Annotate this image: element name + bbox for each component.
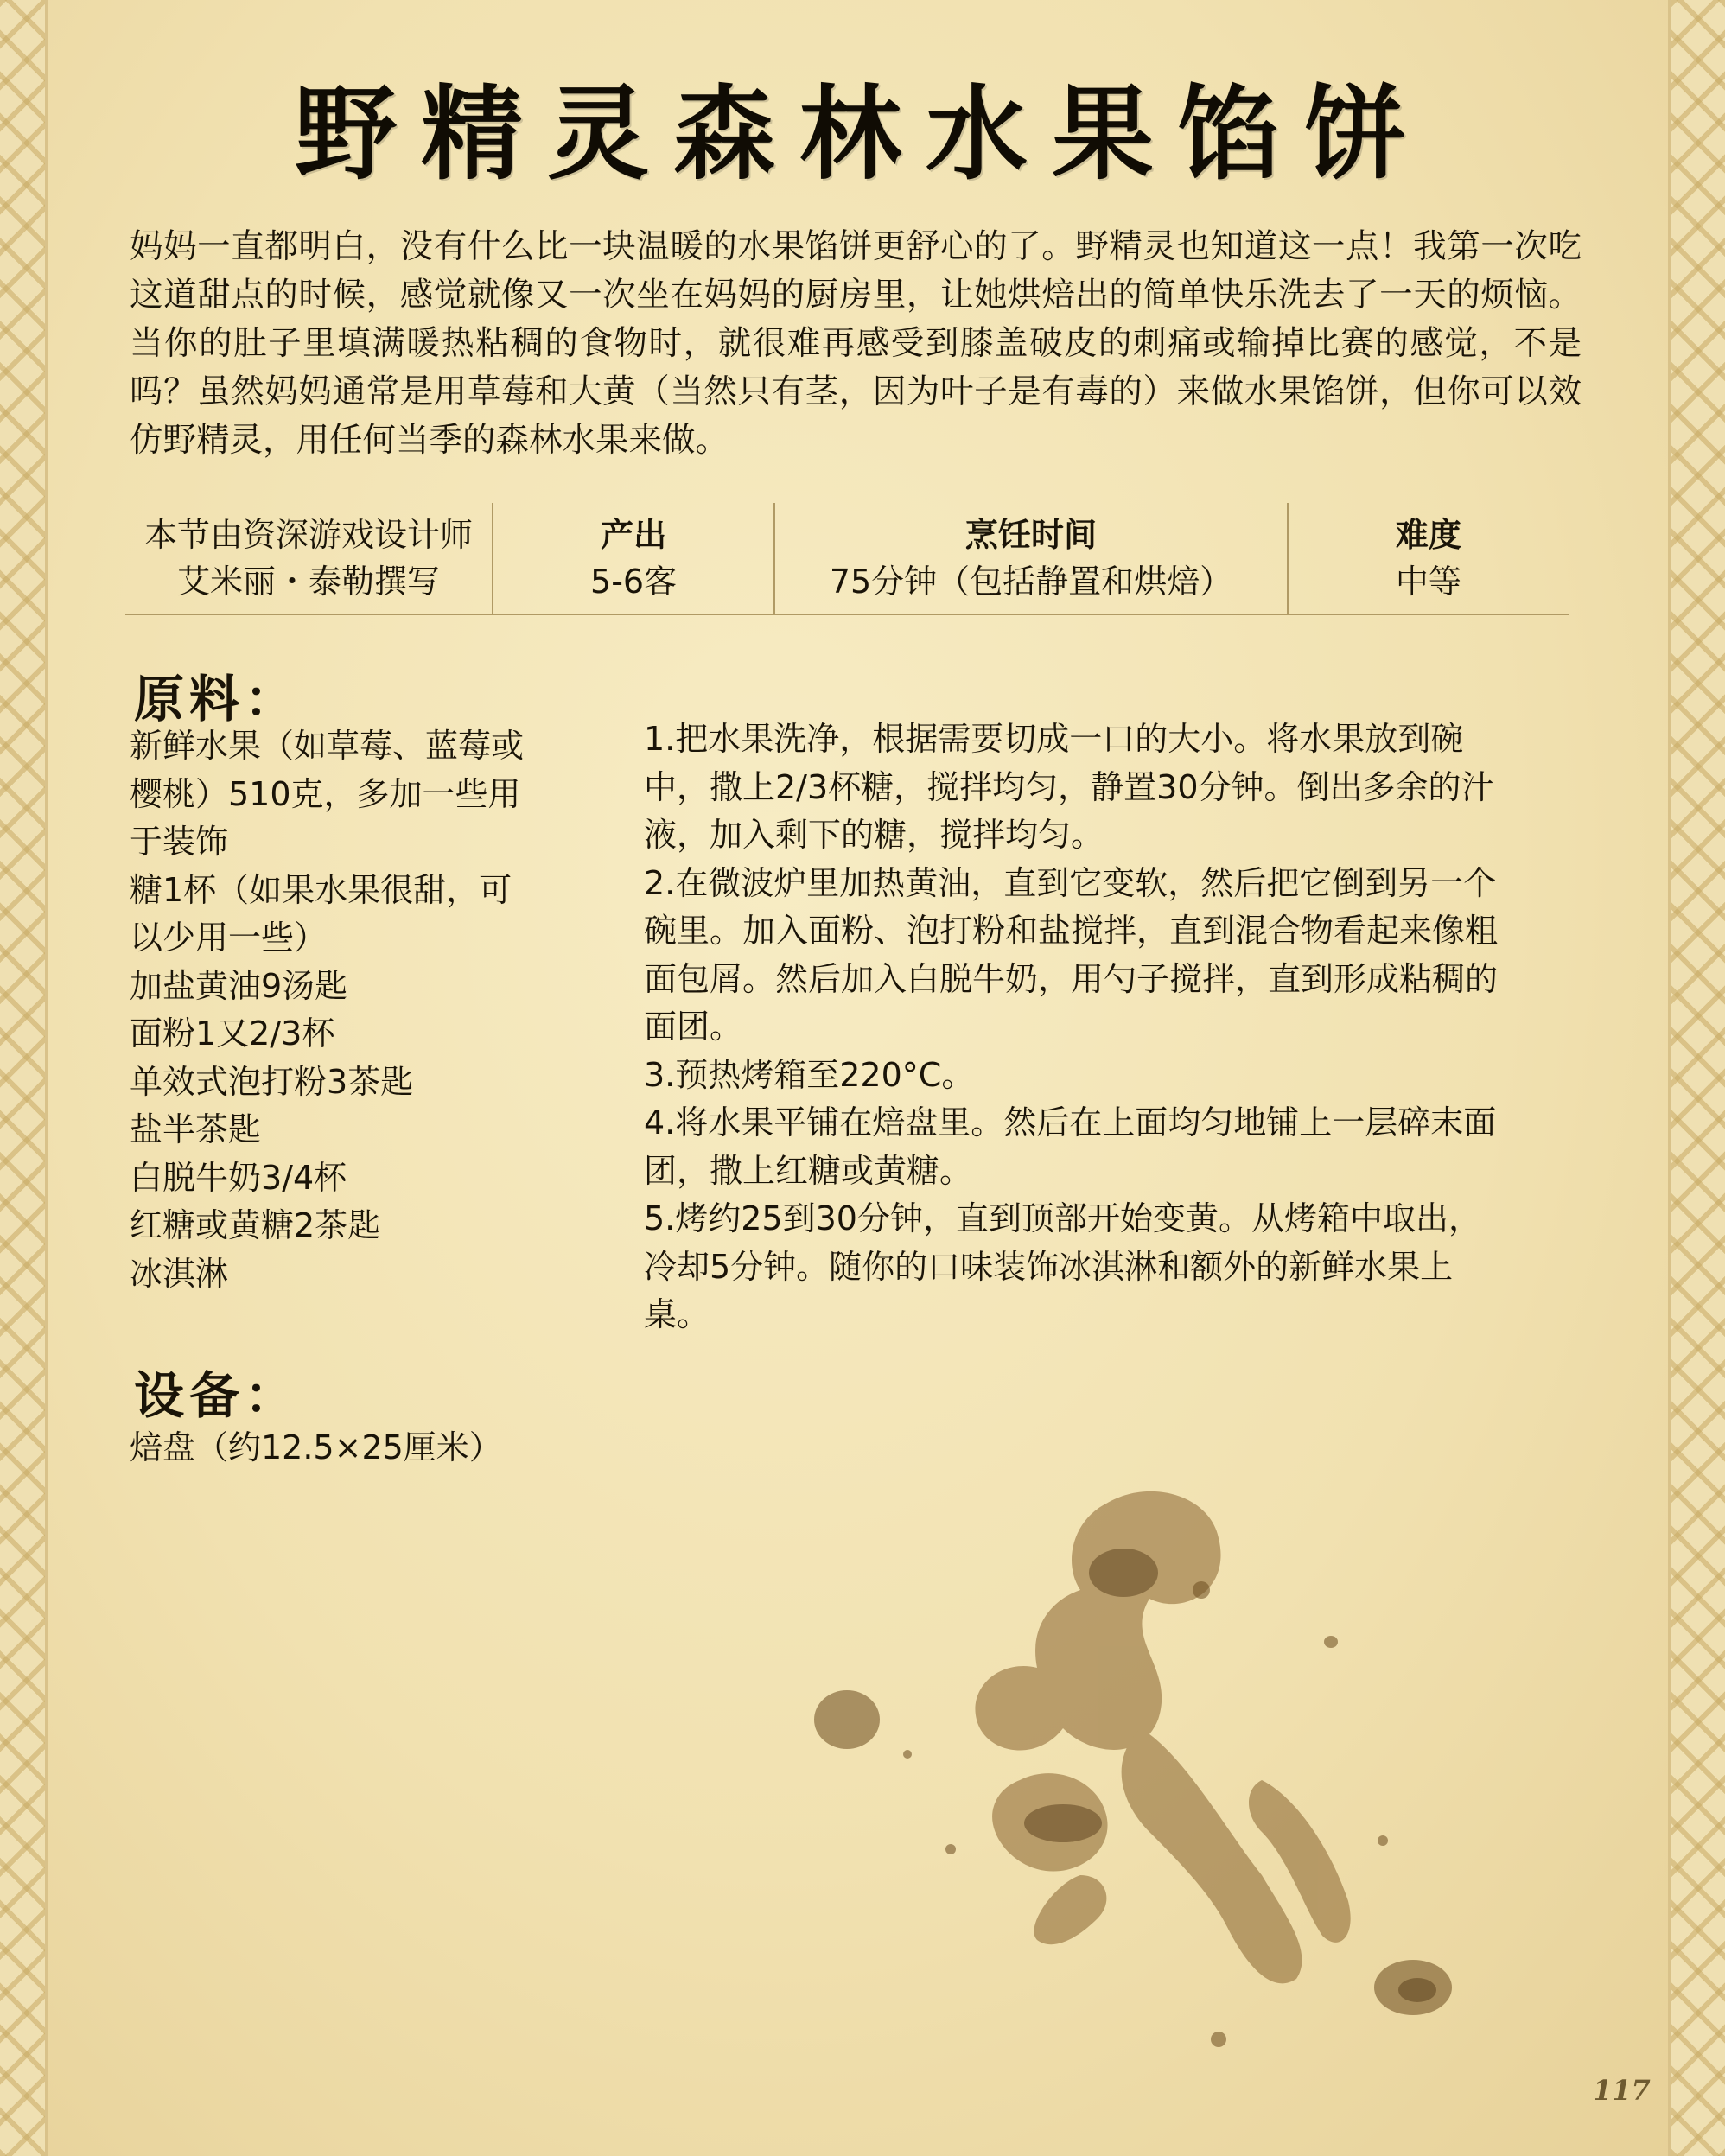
list-item: 于装饰 xyxy=(130,823,229,861)
equipment-heading: 设备： xyxy=(134,1366,301,1425)
author-line-1: 本节由资深游戏设计师 xyxy=(143,516,473,554)
equipment-text: 焙盘（约12.5×25厘米） xyxy=(130,1428,502,1466)
yield-label: 产出 xyxy=(601,516,667,554)
step-line: 2.在微波炉里加热黄油，直到它变软，然后把它倒到另一个 xyxy=(644,863,1497,902)
page-number: 117 xyxy=(1593,2074,1651,2107)
time-value: 75分钟（包括静置和烘焙） xyxy=(829,563,1233,601)
list-item: 以少用一些） xyxy=(130,919,328,957)
difficulty-value: 中等 xyxy=(1395,563,1461,601)
step-line: 桌。 xyxy=(644,1295,710,1333)
steps-list xyxy=(644,715,1586,1339)
list-item: 盐半茶匙 xyxy=(130,1110,262,1148)
recipe-title: 野精灵森林水果馅饼 xyxy=(294,73,1430,194)
step-line: 1.把水果洗净，根据需要切成一口的大小。将水果放到碗 xyxy=(644,720,1464,758)
right-decorative-border xyxy=(1668,0,1725,2156)
coffee-stain-decoration xyxy=(778,1469,1486,2074)
intro-paragraph: 妈妈一直都明白，没有什么比一块温暖的水果馅饼更舒心的了。野精灵也知道这一点！我第一次吃这道甜点的时候，感觉就像又一次坐在妈妈的厨房里，让她烘焙出的简单快乐洗去了一天的烦恼。当你的肚子里填满暖热粘稠的食物时，就很难再感受到膝盖破皮的刺痛或输掉比赛的感觉，不是吗？虽然妈妈通常是用草莓和大黄（当然只有茎，因为叶子是有毒的）来做水果馅饼，但你可以效仿野精灵，用任何当季的森林水果来做。 xyxy=(130,227,1582,460)
step-line: 面包屑。然后加入白脱牛奶，用勺子搅拌，直到形成粘稠的 xyxy=(644,959,1499,998)
yield-value: 5-6客 xyxy=(590,563,678,601)
step-line: 液，加入剩下的糖，搅拌均匀。 xyxy=(644,816,1104,854)
yield-cell xyxy=(493,503,775,614)
step-line: 4.将水果平铺在焙盘里。然后在上面均匀地铺上一层碎末面 xyxy=(644,1103,1497,1142)
step-line: 冷却5分钟。随你的口味装饰冰淇淋和额外的新鲜水果上 xyxy=(644,1247,1454,1286)
list-item: 面粉1又2/3杯 xyxy=(130,1014,335,1053)
step-line: 3.预热烤箱至220°C。 xyxy=(644,1055,975,1094)
list-item: 红糖或黄糖2茶匙 xyxy=(130,1206,381,1244)
difficulty-cell xyxy=(1289,503,1569,614)
author-line-2: 艾米丽・泰勒撰写 xyxy=(176,563,440,601)
time-label: 烹饪时间 xyxy=(964,516,1097,554)
list-item: 冰淇淋 xyxy=(130,1254,229,1293)
difficulty-label: 难度 xyxy=(1395,516,1461,554)
list-item: 单效式泡打粉3茶匙 xyxy=(130,1062,414,1101)
time-cell xyxy=(775,503,1289,614)
ingredients-list xyxy=(130,722,579,1298)
step-line: 5.烤约25到30分钟，直到顶部开始变黄。从烤箱中取出， xyxy=(644,1199,1481,1237)
left-decorative-border xyxy=(0,0,48,2156)
step-line: 碗里。加入面粉、泡打粉和盐搅拌，直到混合物看起来像粗 xyxy=(644,912,1499,950)
list-item: 白脱牛奶3/4杯 xyxy=(130,1158,347,1197)
recipe-info-table xyxy=(125,503,1569,615)
step-line: 中，撒上2/3杯糖，搅拌均匀，静置30分钟。倒出多余的汁 xyxy=(644,767,1494,806)
list-item: 新鲜水果（如草莓、蓝莓或 xyxy=(130,727,525,765)
list-item: 樱桃）510克，多加一些用 xyxy=(130,774,521,813)
list-item: 糖1杯（如果水果很甜，可 xyxy=(130,870,512,909)
list-item: 加盐黄油9汤匙 xyxy=(130,966,348,1005)
step-line: 团，撒上红糖或黄糖。 xyxy=(644,1151,973,1190)
ingredients-heading: 原料： xyxy=(134,670,301,728)
step-line: 面团。 xyxy=(644,1008,743,1046)
author-cell xyxy=(125,503,493,614)
